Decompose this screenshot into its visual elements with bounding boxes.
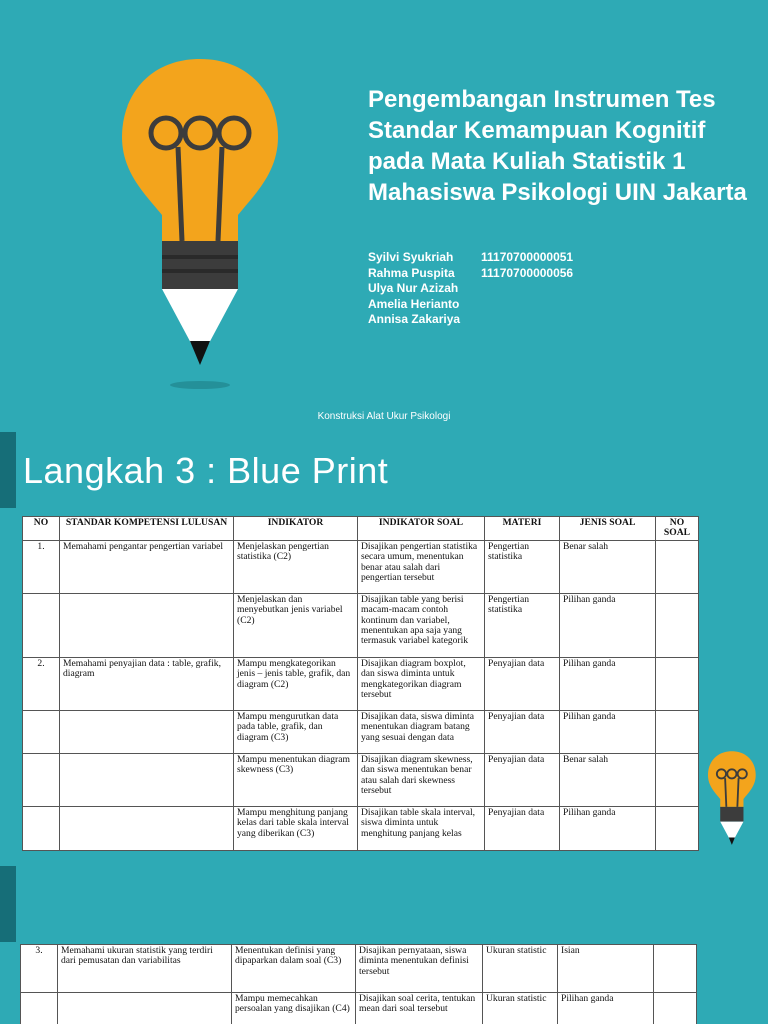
cell-indikator-soal: Disajikan diagram boxplot, dan siswa diminta untuk mengkategorikan diagram tersebut	[358, 657, 485, 710]
cell-no-soal	[656, 540, 699, 593]
cell-indikator: Mampu menentukan diagram skewness (C3)	[234, 753, 358, 806]
table-row	[21, 945, 697, 993]
header-indikator-soal: INDIKATOR SOAL	[358, 517, 485, 541]
table-row	[23, 806, 699, 850]
blueprint-table-continued	[20, 944, 697, 1024]
cell-no: 3.	[21, 945, 58, 993]
author-name: Syilvi Syukriah	[368, 250, 454, 264]
accent-bar	[0, 432, 16, 508]
cell-materi: Pengertian statistika	[485, 593, 560, 657]
table-row	[23, 753, 699, 806]
table-header-row	[23, 517, 699, 541]
cell-no-soal	[656, 806, 699, 850]
author-row	[368, 266, 573, 282]
cell-indikator-soal: Disajikan data, siswa diminta menentukan diagram batang yang sesuai dengan data	[358, 710, 485, 753]
author-name: Annisa Zakariya	[368, 312, 461, 326]
cell-indikator-soal: Disajikan table yang berisi macam-macam contoh kontinum dan variabel, menentukan apa saja yang termasuk variabel kategorik	[358, 593, 485, 657]
blueprint-slide	[0, 432, 768, 866]
cell-jenis-soal: Pilihan ganda	[560, 710, 656, 753]
slide-title: Langkah 3 : Blue Print	[23, 450, 389, 491]
cell-jenis-soal: Benar salah	[560, 753, 656, 806]
cell-materi: Penyajian data	[485, 710, 560, 753]
table-row	[23, 657, 699, 710]
header-materi: MATERI	[485, 517, 560, 541]
cell-no-soal	[656, 710, 699, 753]
cell-indikator: Mampu menghitung panjang kelas dari table skala interval yang diberikan (C3)	[234, 806, 358, 850]
cell-standar: Memahami pengantar pengertian variabel	[60, 540, 234, 593]
table-row	[23, 710, 699, 753]
header-no-soal: NO SOAL	[656, 517, 699, 541]
cell-jenis-soal: Pilihan ganda	[558, 993, 654, 1024]
cell-indikator-soal: Disajikan table skala interval, siswa diminta untuk menghitung panjang kelas	[358, 806, 485, 850]
cell-indikator: Mampu mengurutkan data pada table, grafik, dan diagram (C3)	[234, 710, 358, 753]
cell-standar	[60, 753, 234, 806]
cell-no: 2.	[23, 657, 60, 710]
cell-standar	[60, 806, 234, 850]
cell-no-soal	[656, 593, 699, 657]
author-id: 11170700000051	[481, 250, 574, 264]
accent-bar	[0, 866, 16, 942]
cell-standar: Memahami ukuran statistik yang terdiri dari pemusatan dan variabilitas	[58, 945, 232, 993]
cell-materi: Penyajian data	[485, 657, 560, 710]
blueprint-continued-slide	[0, 866, 768, 1024]
cell-no	[23, 753, 60, 806]
header-standar-kompetensi: STANDAR KOMPETENSI LULUSAN	[60, 517, 234, 541]
cell-materi: Penyajian data	[485, 753, 560, 806]
cell-indikator-soal: Disajikan pengertian statistika secara umum, menentukan benar atau salah dari pengertian tersebut	[358, 540, 485, 593]
cell-indikator-soal: Disajikan pernyataan, siswa diminta menentukan definisi tersebut	[356, 945, 483, 993]
author-row	[368, 250, 573, 266]
cell-no: 1.	[23, 540, 60, 593]
cell-standar: Memahami penyajian data : table, grafik, diagram	[60, 657, 234, 710]
presentation-title: Pengembangan Instrumen Tes Standar Kemampuan Kognitif pada Mata Kuliah Statistik 1 Mahasiswa Psikologi UIN Jakarta	[368, 86, 747, 206]
cell-jenis-soal: Pilihan ganda	[560, 806, 656, 850]
cell-no-soal	[654, 993, 697, 1024]
table-row	[23, 593, 699, 657]
author-row	[368, 297, 573, 313]
cell-materi: Penyajian data	[485, 806, 560, 850]
course-footer: Konstruksi Alat Ukur Psikologi	[317, 411, 451, 422]
cell-indikator: Menjelaskan dan menyebutkan jenis variabel (C2)	[234, 593, 358, 657]
cell-no-soal	[654, 945, 697, 993]
blueprint-table	[22, 516, 699, 851]
cell-indikator: Menjelaskan pengertian statistika (C2)	[234, 540, 358, 593]
cell-jenis-soal: Pilihan ganda	[560, 657, 656, 710]
lightbulb-pencil-icon	[118, 55, 283, 395]
author-list	[368, 250, 573, 328]
cell-jenis-soal: Isian	[558, 945, 654, 993]
cell-no	[21, 993, 58, 1024]
author-row	[368, 312, 573, 328]
cell-jenis-soal: Pilihan ganda	[560, 593, 656, 657]
author-name: Amelia Herianto	[368, 296, 460, 311]
cell-indikator: Mampu mengkategorikan jenis – jenis table, grafik, dan diagram (C2)	[234, 657, 358, 710]
cell-materi: Ukuran statistic	[483, 945, 558, 993]
cell-no	[23, 710, 60, 753]
cell-indikator-soal: Disajikan diagram skewness, dan siswa menentukan benar atau salah dari skewness tersebut	[358, 753, 485, 806]
title-slide	[0, 0, 768, 432]
author-id: 11170700000056	[481, 265, 574, 280]
cell-no-soal	[656, 657, 699, 710]
cell-standar	[58, 993, 232, 1024]
cell-materi: Ukuran statistic	[483, 993, 558, 1024]
cell-no	[23, 806, 60, 850]
table-row	[21, 993, 697, 1024]
header-jenis-soal: JENIS SOAL	[560, 517, 656, 541]
cell-indikator-soal: Disajikan soal cerita, tentukan mean dari soal tersebut	[356, 993, 483, 1024]
lightbulb-pencil-icon	[706, 750, 758, 854]
cell-materi: Pengertian statistika	[485, 540, 560, 593]
cell-standar	[60, 593, 234, 657]
cell-indikator: Mampu memecahkan persoalan yang disajikan (C4)	[232, 993, 356, 1024]
header-indikator: INDIKATOR	[234, 517, 358, 541]
author-row	[368, 281, 573, 297]
cell-no	[23, 593, 60, 657]
table-row	[23, 540, 699, 593]
author-name: Rahma Puspita	[368, 265, 455, 280]
cell-standar	[60, 710, 234, 753]
cell-indikator: Menentukan definisi yang dipaparkan dalam soal (C3)	[232, 945, 356, 993]
cell-no-soal	[656, 753, 699, 806]
author-name: Ulya Nur Azizah	[368, 281, 459, 295]
header-no: NO	[23, 517, 60, 541]
cell-jenis-soal: Benar salah	[560, 540, 656, 593]
